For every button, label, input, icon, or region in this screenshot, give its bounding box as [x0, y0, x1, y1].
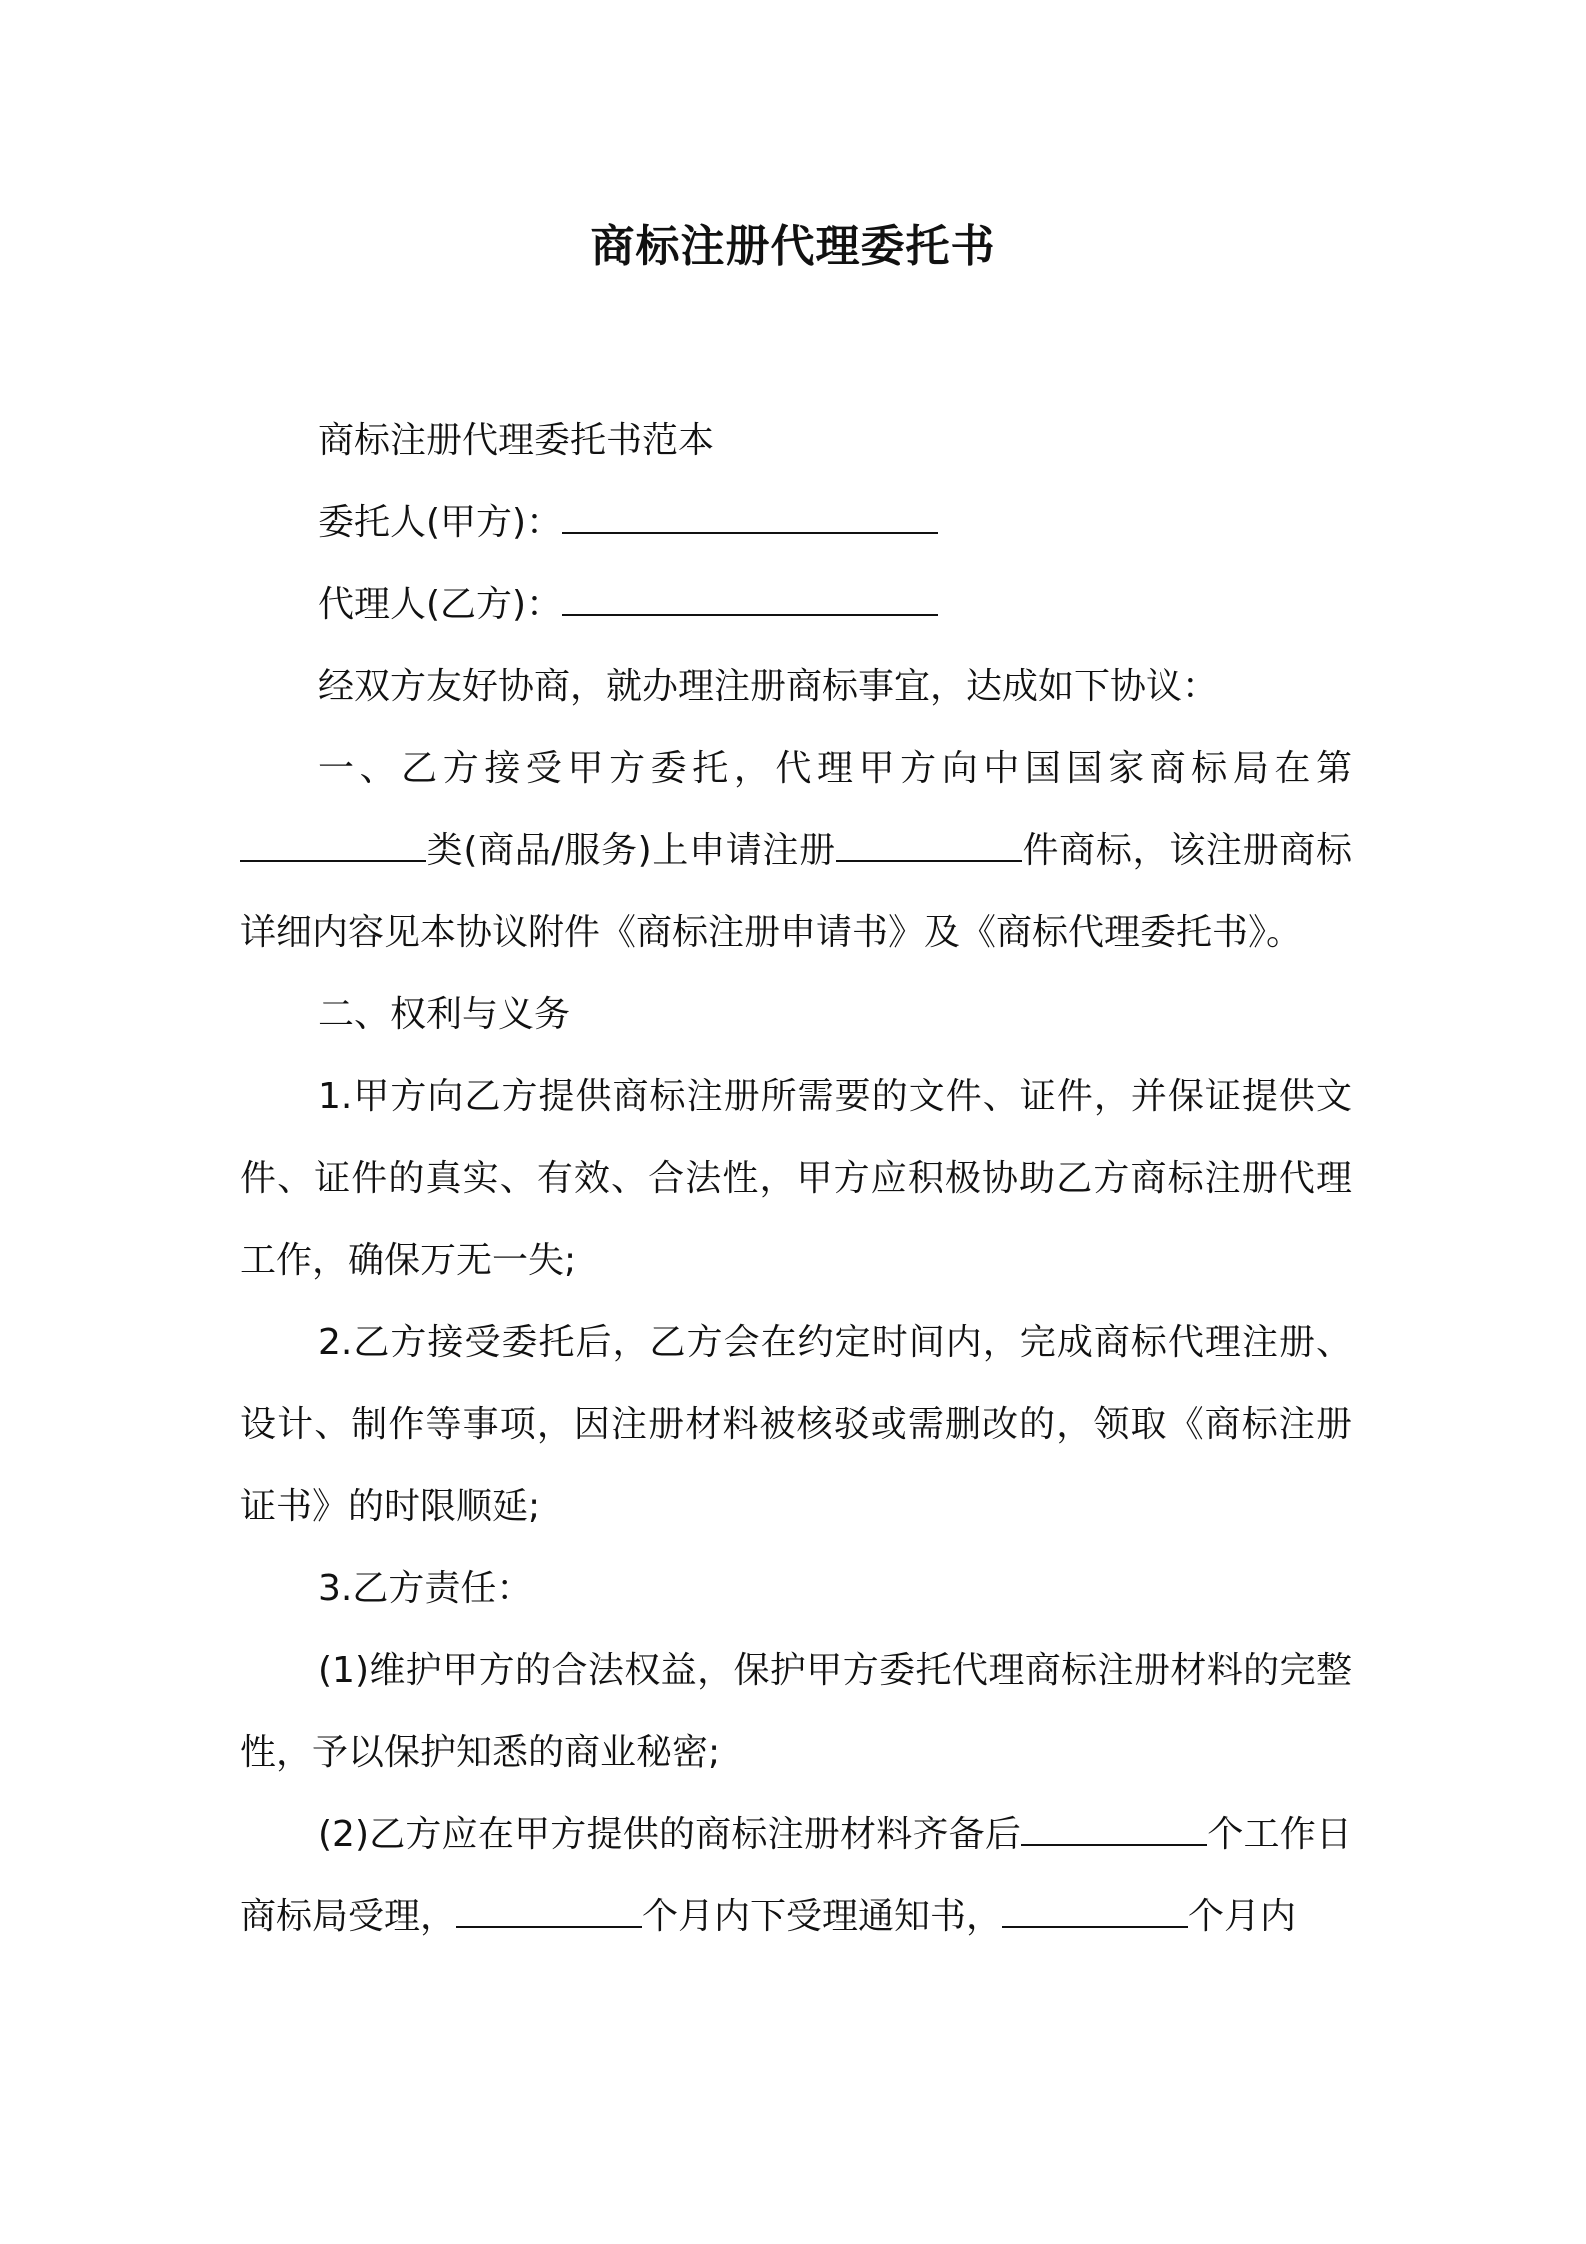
- party-b-blank: [562, 584, 938, 616]
- document-title: 商标注册代理委托书: [590, 221, 996, 272]
- sub-item-2-text-b: 个工作日商标局受理，: [240, 1814, 1352, 1937]
- clause-1-text-b: 类(商品/服务)上申请注册: [426, 830, 836, 871]
- template-heading: [240, 400, 1352, 482]
- sub-item-1-text: (1)维护甲方的合法权益，保护甲方委托代理商标注册材料的完整性，予以保护知悉的商业秘密;: [240, 1650, 1352, 1773]
- month-blank-2: [1002, 1896, 1188, 1928]
- template-heading-text: 商标注册代理委托书范本: [318, 420, 715, 461]
- trademark-count-blank: [836, 830, 1022, 862]
- sub-item-2-text-a: (2)乙方应在甲方提供的商标注册材料齐备后: [318, 1814, 1022, 1855]
- party-a-line: [240, 482, 1352, 564]
- clause-1-paragraph: [240, 728, 1352, 810]
- document-body: [240, 400, 1352, 1958]
- month-blank-1: [456, 1896, 642, 1928]
- workday-blank: [1021, 1814, 1207, 1846]
- party-a-label: 委托人(甲方)：: [318, 502, 563, 543]
- party-b-line: [240, 564, 1352, 646]
- item-2-text: 2.乙方接受委托后，乙方会在约定时间内，完成商标代理注册、设计、制作等事项，因注册材料被核驳或需删改的，领取《商标注册证书》的时限顺延;: [240, 1322, 1352, 1527]
- clause-2-heading-text: 二、权利与义务: [318, 994, 571, 1035]
- item-1-text: 1.甲方向乙方提供商标注册所需要的文件、证件，并保证提供文件、证件的真实、有效、合法性，甲方应积极协助乙方商标注册代理工作，确保万无一失;: [240, 1076, 1352, 1281]
- clause-1-paragraph-cont: [240, 810, 1352, 974]
- clause-2-heading: [240, 974, 1352, 1056]
- intro-text: 经双方友好协商，就办理注册商标事宜，达成如下协议：: [318, 666, 1219, 707]
- class-number-blank: [240, 830, 426, 862]
- clause-1-text-c: 件商标，该注册商标详细内容见本协议附件《商标注册申请书》及《商标代理委托书》。: [240, 830, 1352, 953]
- sub-item-2-paragraph: [240, 1794, 1352, 1958]
- party-a-blank: [562, 502, 938, 534]
- sub-item-1-paragraph: [240, 1630, 1352, 1794]
- intro-paragraph: [240, 646, 1352, 728]
- clause-1-text-a: 一、乙方接受甲方委托，代理甲方向中国国家商标局在第: [318, 748, 1352, 789]
- item-3-paragraph: [240, 1548, 1352, 1630]
- item-2-paragraph: [240, 1302, 1352, 1548]
- sub-item-2-text-c: 个月内下受理通知书，: [642, 1896, 1003, 1937]
- item-1-paragraph: [240, 1056, 1352, 1302]
- sub-item-2-text-d: 个月内: [1188, 1896, 1297, 1937]
- item-3-text: 3.乙方责任：: [318, 1568, 533, 1609]
- party-b-label: 代理人(乙方)：: [318, 584, 563, 625]
